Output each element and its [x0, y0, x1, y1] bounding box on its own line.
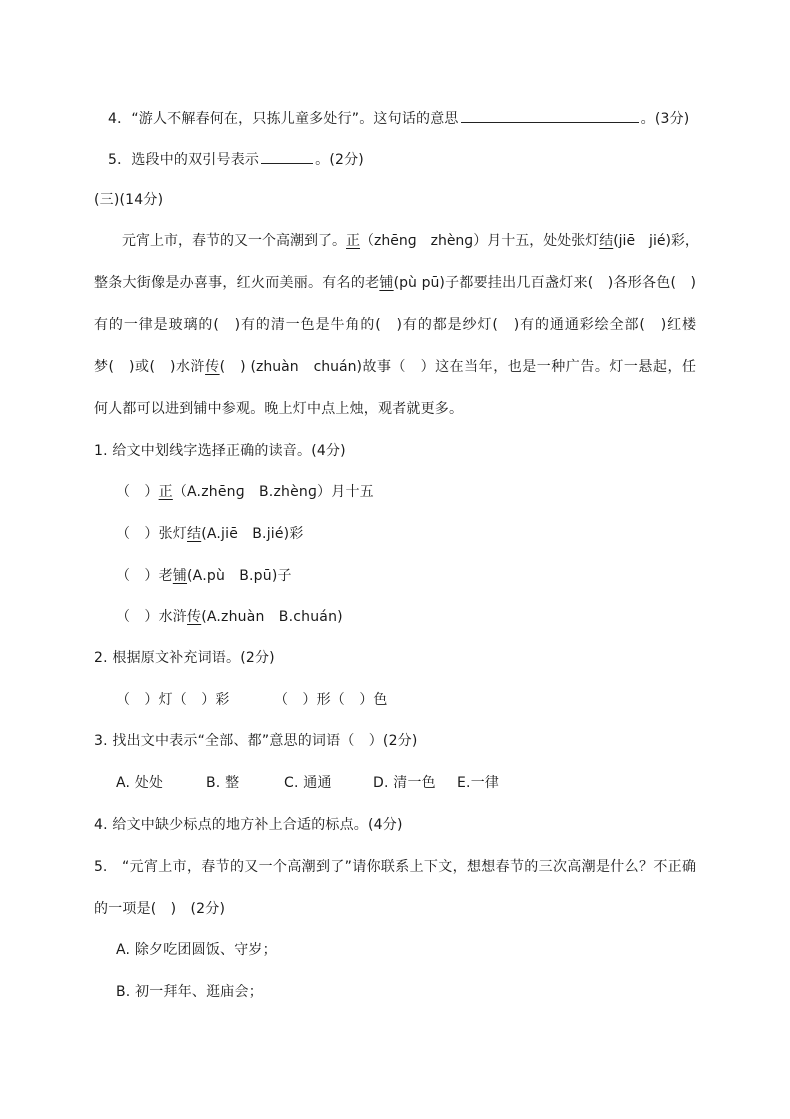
- answer-bracket: （ ）水浒: [116, 609, 187, 625]
- passage-text: 元宵上市，春节的又一个高潮到了。: [122, 233, 346, 249]
- passage-text: 梦( )或( )水浒: [94, 359, 206, 375]
- question-5-prev: [108, 149, 364, 170]
- question-1-item[interactable]: [116, 607, 343, 627]
- underlined-char: 铺: [172, 568, 188, 584]
- question-1-item[interactable]: [116, 482, 374, 502]
- question-1-item[interactable]: [116, 566, 292, 586]
- item-options: (A.zhuàn B.chuán): [201, 609, 343, 625]
- passage-line-4: [94, 357, 696, 377]
- passage-text: （zhēnɡ zhènɡ）月十五，处处张灯: [360, 233, 600, 249]
- question-4-title: 4. 给文中缺少标点的地方补上合适的标点。(4分): [94, 817, 403, 833]
- question-text: 选段中的双引号表示: [131, 152, 260, 168]
- passage-line-3: 有的一律是玻璃的( )有的清一色是牛角的( )有的都是纱灯( )有的通通彩绘全部( )红楼: [94, 317, 696, 333]
- question-text: “游人不解春何在，只拣儿童多处行”。这句话的意思: [131, 111, 459, 127]
- passage-line-1: [122, 231, 699, 251]
- item-options: (A.jiē B.jié)彩: [201, 526, 304, 542]
- question-5-title-line-2: 的一项是( ) (2分): [94, 901, 226, 917]
- question-3-option-c[interactable]: C. 通通: [284, 775, 332, 791]
- question-3-option-d[interactable]: D. 清一色: [373, 775, 436, 791]
- question-3-option-b[interactable]: B. 整: [206, 775, 240, 791]
- answer-bracket: （ ）张灯: [116, 526, 187, 542]
- question-3-option-a[interactable]: A. 处处: [116, 775, 164, 791]
- answer-bracket: （ ）老: [116, 568, 173, 584]
- question-2-answer-a[interactable]: （ ）灯（ ）彩: [116, 692, 230, 708]
- underlined-char: 正: [346, 233, 360, 249]
- underlined-char: 铺: [379, 275, 394, 291]
- question-3-title: 3. 找出文中表示“全部、都”意思的词语（ ）(2分): [94, 733, 418, 749]
- question-number: 4．: [108, 111, 132, 127]
- underlined-char: 传: [187, 609, 202, 625]
- question-5-title-line-1: 5. “元宵上市，春节的又一个高潮到了”请你联系上下文，想想春节的三次高潮是什么？不正确: [94, 859, 696, 875]
- underlined-char: 传: [205, 359, 220, 375]
- question-5-option-a[interactable]: A. 除夕吃团圆饭、守岁；: [116, 942, 277, 958]
- answer-bracket: （ ）: [116, 484, 159, 500]
- underlined-char: 结: [599, 233, 614, 249]
- passage-text: (jiē jié)彩，: [613, 233, 699, 249]
- question-2-title: 2. 根据原文补充词语。(2分): [94, 650, 275, 666]
- question-1-title: 1. 给文中划线字选择正确的读音。(4分): [94, 443, 346, 459]
- passage-text: 整条大街像是办喜事，红火而美丽。有名的老: [94, 275, 380, 291]
- passage-text: (pù pū)子都要挂出几百盏灯来( )各形各色( ): [393, 275, 697, 291]
- question-score: 。(3分): [640, 111, 690, 127]
- item-options: （A.zhēnɡ B.zhènɡ）月十五: [172, 484, 374, 500]
- underlined-char: 正: [158, 484, 173, 500]
- section-heading: (三)(14分): [94, 192, 164, 208]
- passage-text: ( ) (zhuàn chuán)故事（ ）这在当年，也是一种广告。灯一悬起，任: [219, 359, 696, 375]
- item-options: (A.pù B.pū)子: [187, 568, 292, 584]
- question-number: 5．: [108, 152, 132, 168]
- question-2-answer-b[interactable]: （ ）形（ ）色: [274, 692, 388, 708]
- passage-line-5: 何人都可以进到铺中参观。晚上灯中点上烛，观者就更多。: [94, 401, 464, 417]
- question-4-prev: [108, 108, 689, 129]
- underlined-char: 结: [187, 526, 202, 542]
- question-score: 。(2分): [315, 152, 364, 168]
- question-5-option-b[interactable]: B. 初一拜年、逛庙会；: [116, 984, 263, 1000]
- answer-blank[interactable]: [261, 149, 313, 164]
- question-3-option-e[interactable]: E.一律: [457, 775, 500, 791]
- question-1-item[interactable]: [116, 524, 304, 544]
- answer-blank[interactable]: [461, 108, 639, 123]
- passage-line-2: [94, 273, 696, 293]
